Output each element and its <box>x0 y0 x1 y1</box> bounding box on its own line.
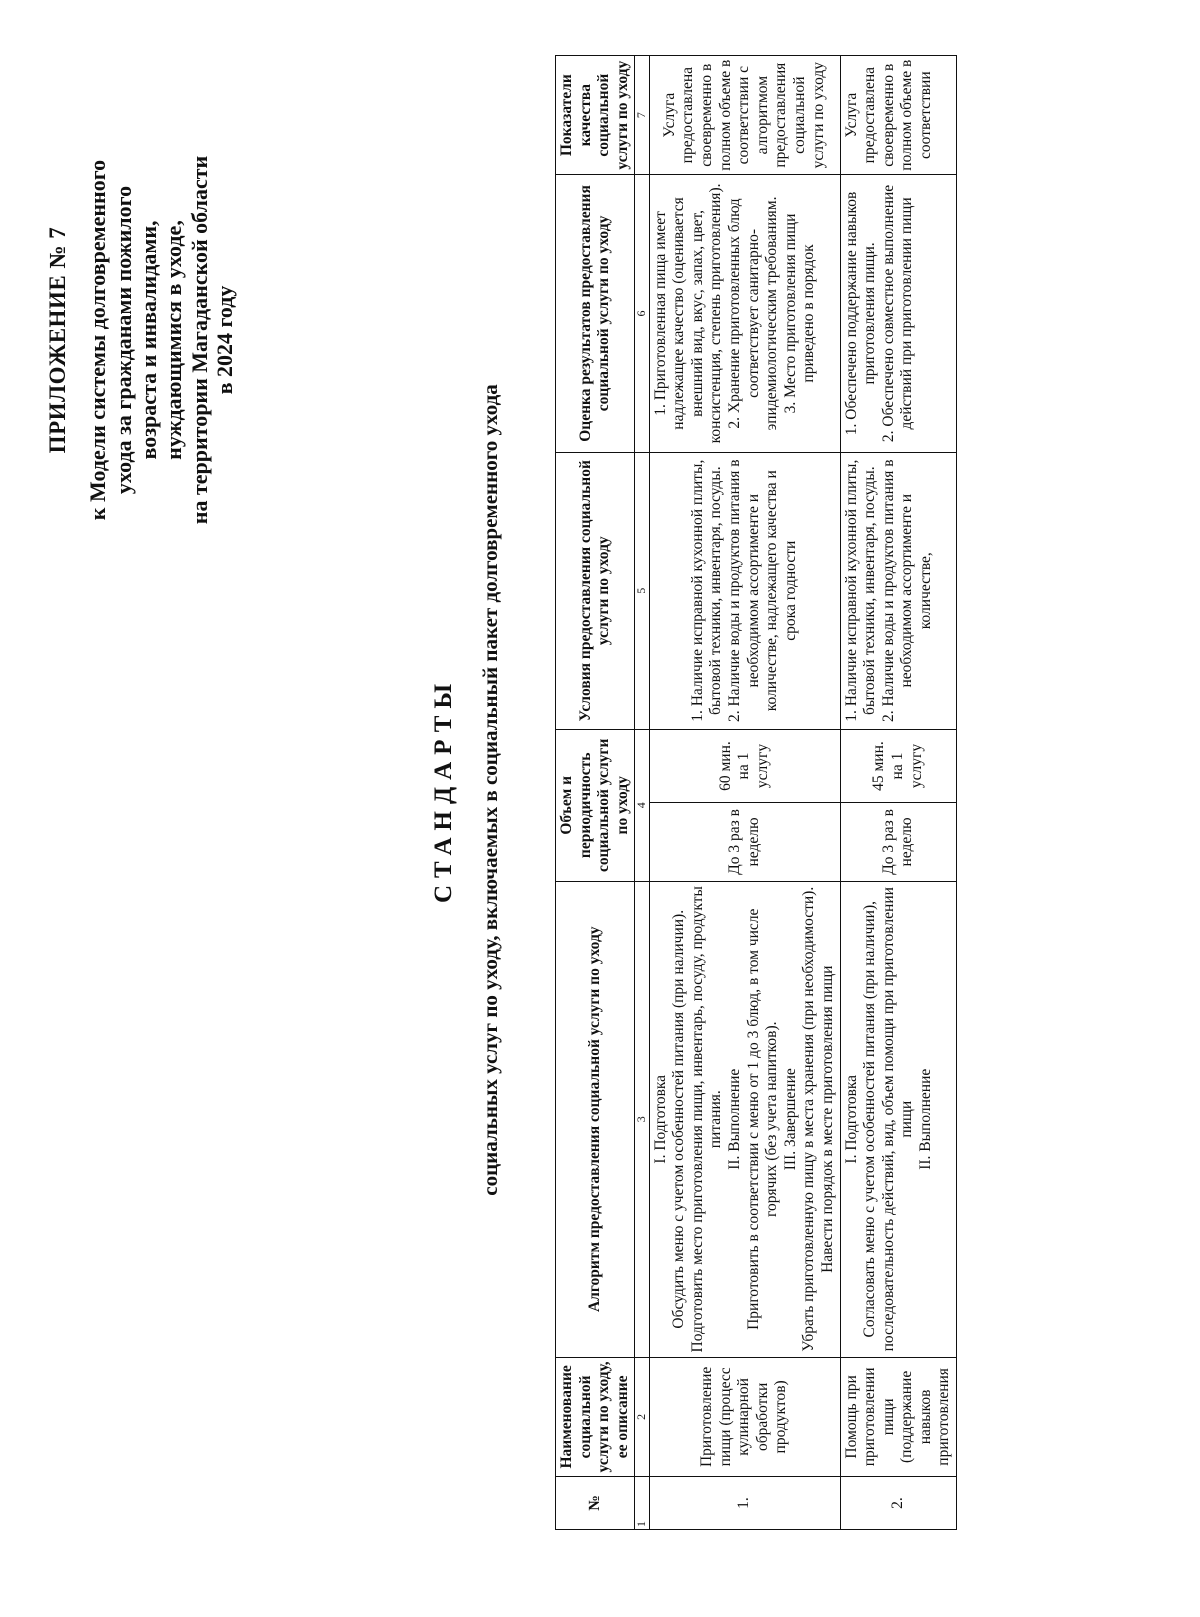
row-name: Помощь при приготовлении пищи (поддержание навыков приготовления <box>840 1357 957 1476</box>
col-number: 7 <box>635 56 649 175</box>
row-algorithm: I. Подготовка Согласовать меню с учетом особенностей питания (при наличии), последовательность действий, вид, объем помощи при приготовлении пищи II. Выполнение <box>840 881 957 1357</box>
header-line: к Модели системы долговременного <box>85 159 111 521</box>
header-line: ухода за гражданами пожилого <box>110 185 136 495</box>
standards-table <box>555 55 957 1530</box>
row-quality: Услуга предоставлена своевременно в полном объеме в соответствии с алгоритмом предоставления социальной услуги по уходу <box>649 56 840 175</box>
row-duration: 45 мин. на 1 услугу <box>840 729 957 802</box>
column-number-row <box>635 56 649 1530</box>
row-algorithm: I. Подготовка Обсудить меню с учетом особенностей питания (при наличии). Подготовить место приготовления пищи, инвентарь, посуду, продукты питания. II. Выполнение Приготовить в соответствии с меню от 1 до 3 блюд, в том числе горячих (без учета напитков). III. Завершение Убрать приготовленную пищу в места хранения (при необходимости). Навести порядок в месте приготовления пищи <box>649 881 840 1357</box>
col-number: 6 <box>635 175 649 452</box>
header-evaluation: Оценка результатов предоставления социальной услуги по уходу <box>556 175 635 452</box>
title-subtitle: социальных услуг по уходу, включаемых в социальный пакет долговременного ухода <box>478 384 502 1196</box>
row-evaluation: 1. Обеспечено поддержание навыков приготовления пищи. 2. Обеспечено совместное выполнение действий при приготовлении пищи <box>840 175 957 452</box>
header-conditions: Условия предоставления социальной услуги по уходу <box>556 452 635 729</box>
row-num: 2. <box>840 1477 957 1530</box>
header-name: Наименование социальной услуги по уходу, ее описание <box>556 1357 635 1476</box>
header-line: возраста и инвалидами, <box>136 220 162 460</box>
appendix-header <box>45 60 237 620</box>
document-title <box>430 20 503 1560</box>
row-conditions: 1. Наличие исправной кухонной плиты, бытовой техники, инвентаря, посуды. 2. Наличие воды и продуктов питания в необходимом ассортименте и количестве, надлежащего качества и срока годности <box>649 452 840 729</box>
row-conditions: 1. Наличие исправной кухонной плиты, бытовой техники, инвентаря, посуды. 2. Наличие воды и продуктов питания в необходимом ассортименте и количестве, <box>840 452 957 729</box>
col-number: 3 <box>635 881 649 1357</box>
header-volume: Объем и периодичность социальной услуги по уходу <box>556 729 635 881</box>
appendix-number: ПРИЛОЖЕНИЕ № 7 <box>45 226 70 454</box>
row-frequency: До 3 раз в неделю <box>649 803 840 881</box>
header-line: нуждающимися в уходе, <box>161 220 187 460</box>
row-num: 1. <box>649 1477 840 1530</box>
row-duration: 60 мин. на 1 услугу <box>649 729 840 802</box>
col-number: 4 <box>635 729 649 881</box>
col-number: 5 <box>635 452 649 729</box>
header-algorithm: Алгоритм предоставления социальной услуги по уходу <box>556 881 635 1357</box>
rotated-page <box>35 20 1165 1560</box>
header-row <box>556 56 635 1530</box>
header-quality: Показатели качества социальной услуги по уходу <box>556 56 635 175</box>
header-line: на территории Магаданской области <box>186 155 212 525</box>
table-row <box>840 56 957 1530</box>
row-frequency: До 3 раз в неделю <box>840 803 957 881</box>
title-main: СТАНДАРТЫ <box>430 676 457 904</box>
table-row <box>649 56 840 1530</box>
row-evaluation: 1. Приготовленная пища имеет надлежащее качество (оценивается внешний вид, вкус, запах, цвет, консистенция, степень приготовления). 2. Хранение приготовленных блюд соответствует санитарно-эпидемиологическим требованиям. 3. Место приготовления пищи приведено в порядок <box>649 175 840 452</box>
header-line: в 2024 году <box>211 285 237 395</box>
row-quality: Услуга предоставлена своевременно в полном объеме в соответствии <box>840 56 957 175</box>
header-num: № <box>556 1477 635 1530</box>
col-number: 1 <box>635 1477 649 1530</box>
col-number: 2 <box>635 1357 649 1476</box>
row-name: Приготовление пищи (процесс кулинарной обработки продуктов) <box>649 1357 840 1476</box>
